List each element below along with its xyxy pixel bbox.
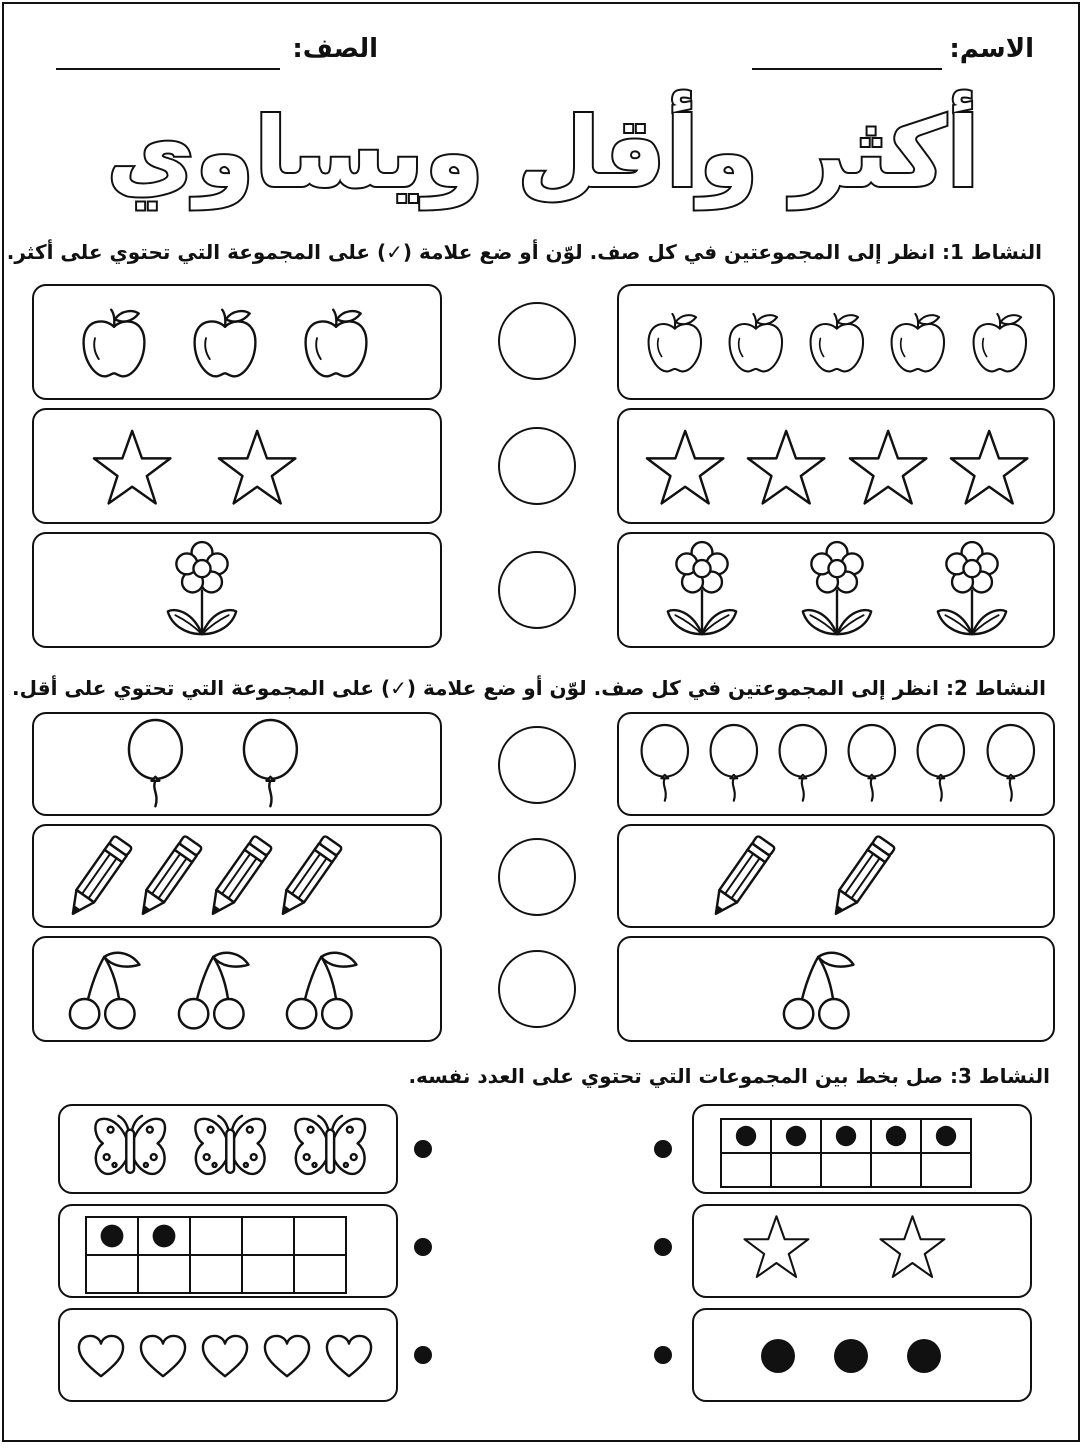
- star-icon: [948, 427, 1030, 505]
- apple-icon: [298, 304, 374, 380]
- page-title: أكثر وأقل ويساوي: [106, 97, 980, 209]
- flower-icon: [164, 543, 240, 638]
- activity3-right-connect-dot-3[interactable]: [654, 1346, 672, 1364]
- cherry-icon: [779, 951, 857, 1029]
- name-label: الاسم:: [949, 34, 1034, 64]
- apple-icon: [804, 309, 870, 375]
- activity2-instruction: النشاط 2: انظر إلى المجموعتين في كل صف. لوّن أو ضع علامة (✓) على المجموعة التي تحتوي على أقل.: [12, 676, 1046, 700]
- pencil-icon: [135, 832, 204, 920]
- heart-icon: [77, 1334, 125, 1378]
- class-label: الصف:: [292, 34, 378, 64]
- star-icon: [91, 427, 173, 505]
- pencil-icon: [708, 832, 777, 920]
- star-icon: [216, 427, 298, 505]
- star-icon: [847, 427, 929, 505]
- name-line[interactable]: [752, 68, 942, 70]
- apple-icon: [967, 309, 1033, 375]
- activity3-right-connect-dot-1[interactable]: [654, 1140, 672, 1158]
- star-icon: [742, 1213, 811, 1279]
- dot-icon: [760, 1338, 796, 1374]
- dot-icon: [833, 1338, 869, 1374]
- pencil-icon: [65, 832, 134, 920]
- balloon-icon: [915, 725, 967, 802]
- balloon-icon: [639, 725, 691, 802]
- pencil-icon: [205, 832, 274, 920]
- butterfly-icon: [91, 1114, 169, 1183]
- butterfly-icon: [291, 1114, 369, 1183]
- heart-icon: [139, 1334, 187, 1378]
- ten-frame-right: [719, 1117, 973, 1189]
- activity1-answer-circle-3[interactable]: [498, 551, 576, 629]
- activity2-answer-circle-3[interactable]: [498, 950, 576, 1028]
- dot-icon: [906, 1338, 942, 1374]
- star-icon: [878, 1213, 947, 1279]
- activity1-answer-circle-2[interactable]: [498, 427, 576, 505]
- activity2-left-group-balloons[interactable]: [32, 712, 442, 816]
- heart-icon: [201, 1334, 249, 1378]
- cherry-icon: [174, 951, 252, 1029]
- activity3-left-connect-dot-1[interactable]: [414, 1140, 432, 1158]
- balloon-icon: [126, 720, 185, 808]
- balloon-icon: [777, 725, 829, 802]
- balloon-icon: [985, 725, 1037, 802]
- balloon-icon: [708, 725, 760, 802]
- flower-icon: [934, 543, 1010, 638]
- apple-icon: [885, 309, 951, 375]
- activity1-instruction: النشاط 1: انظر إلى المجموعتين في كل صف. لوّن أو ضع علامة (✓) على المجموعة التي تحتوي على أكثر.: [6, 240, 1042, 264]
- balloon-icon: [846, 725, 898, 802]
- cherry-icon: [65, 951, 143, 1029]
- activity3-right-connect-dot-2[interactable]: [654, 1238, 672, 1256]
- balloon-icon: [241, 720, 300, 808]
- pencil-icon: [828, 832, 897, 920]
- activity2-answer-circle-2[interactable]: [498, 838, 576, 916]
- activity2-answer-circle-1[interactable]: [498, 726, 576, 804]
- class-line[interactable]: [56, 68, 280, 70]
- cherry-icon: [282, 951, 360, 1029]
- heart-icon: [263, 1334, 311, 1378]
- apple-icon: [723, 309, 789, 375]
- activity3-left-connect-dot-2[interactable]: [414, 1238, 432, 1256]
- ten-frame-left: [84, 1215, 348, 1295]
- butterfly-icon: [191, 1114, 269, 1183]
- apple-icon: [642, 309, 708, 375]
- star-icon: [745, 427, 827, 505]
- activity3-left-connect-dot-3[interactable]: [414, 1346, 432, 1364]
- heart-icon: [325, 1334, 373, 1378]
- apple-icon: [76, 304, 152, 380]
- star-icon: [644, 427, 726, 505]
- flower-icon: [799, 543, 875, 638]
- flower-icon: [664, 543, 740, 638]
- activity1-answer-circle-1[interactable]: [498, 302, 576, 380]
- pencil-icon: [275, 832, 344, 920]
- activity3-instruction: النشاط 3: صل بخط بين المجموعات التي تحتوي على العدد نفسه.: [408, 1064, 1050, 1088]
- apple-icon: [187, 304, 263, 380]
